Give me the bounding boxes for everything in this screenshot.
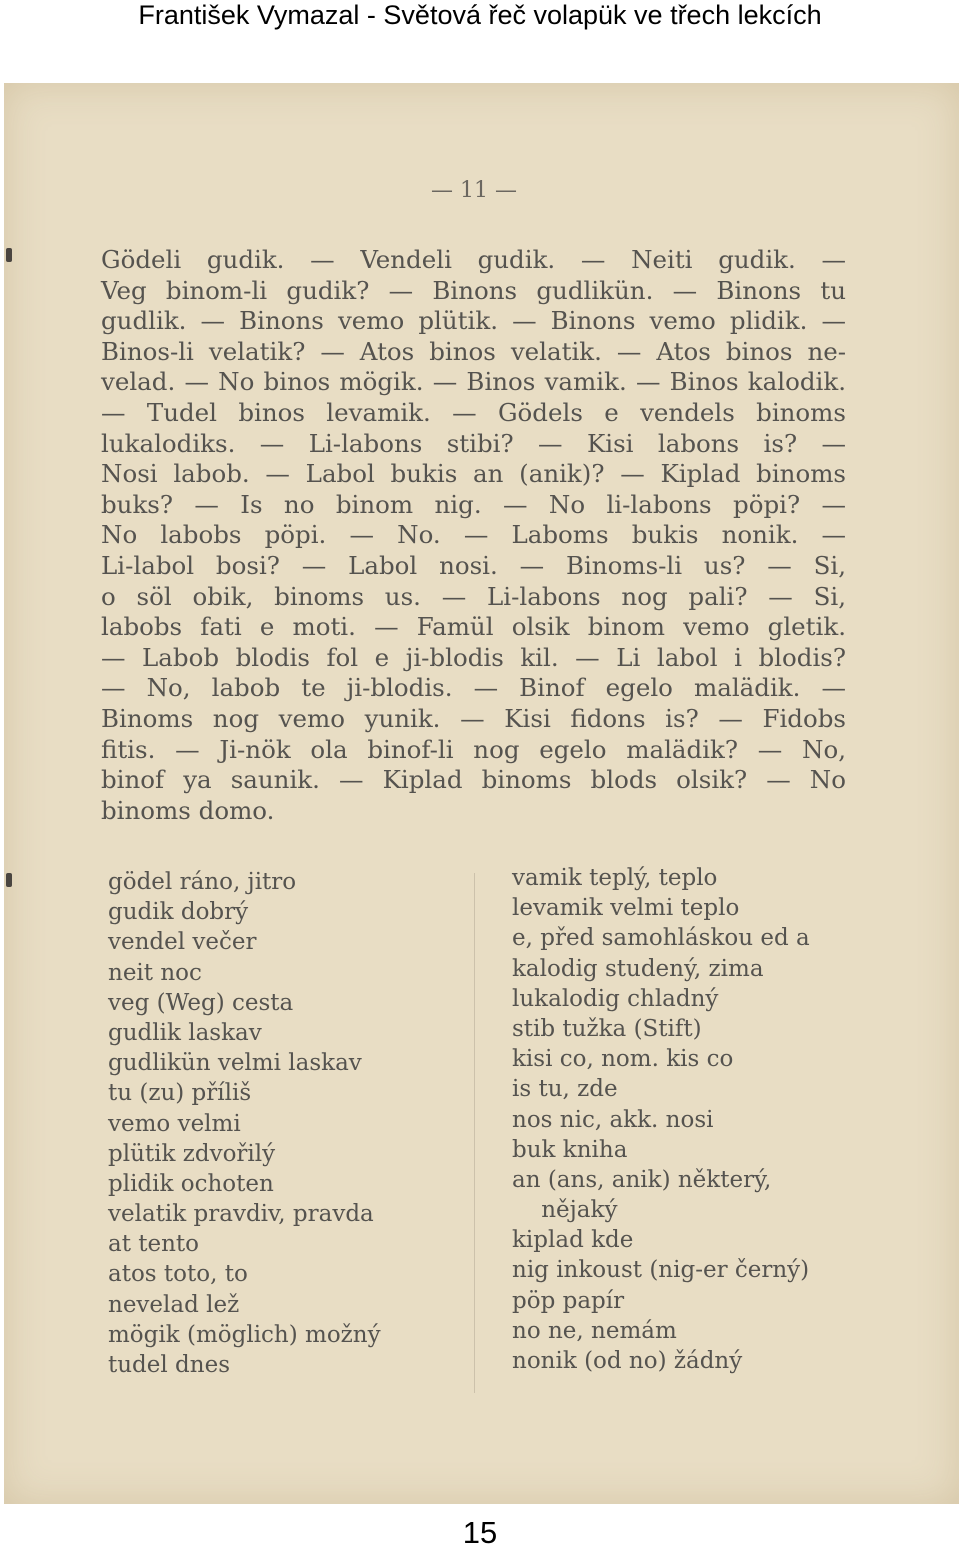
vocab-entry: plidik ochoten: [108, 1170, 274, 1197]
vocab-entry: tu (zu) příliš: [108, 1080, 252, 1107]
passage-line: binof ya saunik. — Kiplad binoms blods olsik? — No: [101, 765, 846, 795]
passage-line: gudlik. — Binons vemo plütik. — Binons vemo plidik. —: [101, 306, 846, 336]
vocab-entry: atos toto, to: [108, 1261, 248, 1288]
vocab-entry: neit noc: [108, 959, 202, 986]
vocab-entry: stib tužka (Stift): [512, 1015, 702, 1042]
vocab-entry: gudlikün velmi laskav: [108, 1050, 362, 1077]
vocab-entry: mögik (möglich) možný: [108, 1321, 381, 1348]
document-title: František Vymazal - Světová řeč volapük ve třech lekcích: [138, 0, 822, 30]
vocab-entry: tudel dnes: [108, 1352, 231, 1378]
passage-line: lukalodiks. — Li-labons stibi? — Kisi labons is? —: [101, 428, 846, 458]
vocab-entry: pöp papír: [512, 1287, 625, 1314]
vocab-entry: is tu, zde: [512, 1076, 618, 1103]
passage-line: Binos-li velatik? — Atos binos velatik. — Atos binos ne-: [101, 336, 846, 366]
column-divider: [474, 873, 475, 1393]
vocab-entry: gudik dobrý: [108, 899, 249, 926]
vocab-entry: at tento: [108, 1231, 200, 1258]
passage-line: — Tudel binos levamik. — Gödels e vendels binoms: [101, 398, 846, 427]
vocab-entry: veg (Weg) cesta: [108, 989, 294, 1016]
vocab-entry: kalodig studený, zima: [512, 955, 764, 982]
passage-line: o söl obik, binoms us. — Li-labons nog pali? — Si,: [101, 581, 846, 611]
passage-line: binoms domo.: [101, 795, 275, 825]
vocab-entry: vamik teplý, teplo: [512, 865, 718, 891]
vocab-entry: nonik (od no) žádný: [512, 1348, 743, 1374]
vocab-entry: nig inkoust (nig-er černý): [512, 1257, 810, 1284]
margin-mark: [6, 248, 12, 262]
passage-line: buks? — Is no binom nig. — No li-labons pöpi? —: [101, 489, 846, 519]
vocab-entry: e, před samohláskou ed a: [512, 925, 810, 952]
vocabulary-left-column: [108, 867, 381, 1380]
passage-line: Gödeli gudik. — Vendeli gudik. — Neiti gudik. —: [101, 245, 846, 274]
vocab-entry: velatik pravdiv, pravda: [108, 1201, 374, 1228]
passage-line: labobs fati e moti. — Famül olsik binom vemo gletik.: [101, 612, 846, 642]
vocab-entry: plütik zdvořilý: [108, 1140, 276, 1167]
vocab-entry: gödel ráno, jitro: [108, 869, 297, 895]
margin-mark: [6, 873, 12, 887]
vocab-entry: levamik velmi teplo: [512, 895, 740, 922]
vocab-entry: vemo velmi: [108, 1110, 241, 1137]
vocab-entry: nevelad lež: [108, 1291, 240, 1318]
vocab-entry: nějaký: [512, 1197, 618, 1224]
vocabulary-right-column: [512, 863, 810, 1376]
passage-line: — No, labob te ji-blodis. — Binof egelo malädik. —: [101, 673, 846, 703]
passage-line: fitis. — Ji-nök ola binof-li nog egelo malädik? — No,: [101, 734, 846, 764]
folio-number: — 11 —: [431, 178, 517, 203]
vocab-entry: gudlik laskav: [108, 1019, 262, 1046]
passage-line: Nosi labob. — Labol bukis an (anik)? — Kiplad binoms: [101, 459, 846, 489]
passage-line: No labobs pöpi. — No. — Laboms bukis nonik. —: [101, 520, 846, 550]
page-number: 15: [462, 1515, 498, 1550]
vocab-entry: vendel večer: [108, 929, 257, 956]
passage-line: Binoms nog vemo yunik. — Kisi fidons is? — Fidobs: [101, 704, 846, 733]
vocab-entry: lukalodig chladný: [512, 985, 719, 1012]
vocab-entry: kisi co, nom. kis co: [512, 1046, 734, 1073]
passage-line: Li-labol bosi? — Labol nosi. — Binoms-li us? — Si,: [101, 551, 846, 580]
passage-line: velad. — No binos mögik. — Binos vamik. — Binos kalodik.: [101, 367, 846, 397]
passage-line: Veg binom-li gudik? — Binons gudlikün. — Binons tu: [101, 275, 846, 305]
vocab-entry: buk kniha: [512, 1136, 628, 1163]
vocab-entry: no ne, nemám: [512, 1317, 677, 1344]
vocab-entry: nos nic, akk. nosi: [512, 1106, 714, 1133]
vocab-entry: an (ans, anik) některý,: [512, 1166, 772, 1193]
vocab-entry: kiplad kde: [512, 1227, 634, 1254]
scanned-page: [4, 83, 959, 1504]
passage-line: — Labob blodis fol e ji-blodis kil. — Li labol i blodis?: [101, 642, 846, 672]
